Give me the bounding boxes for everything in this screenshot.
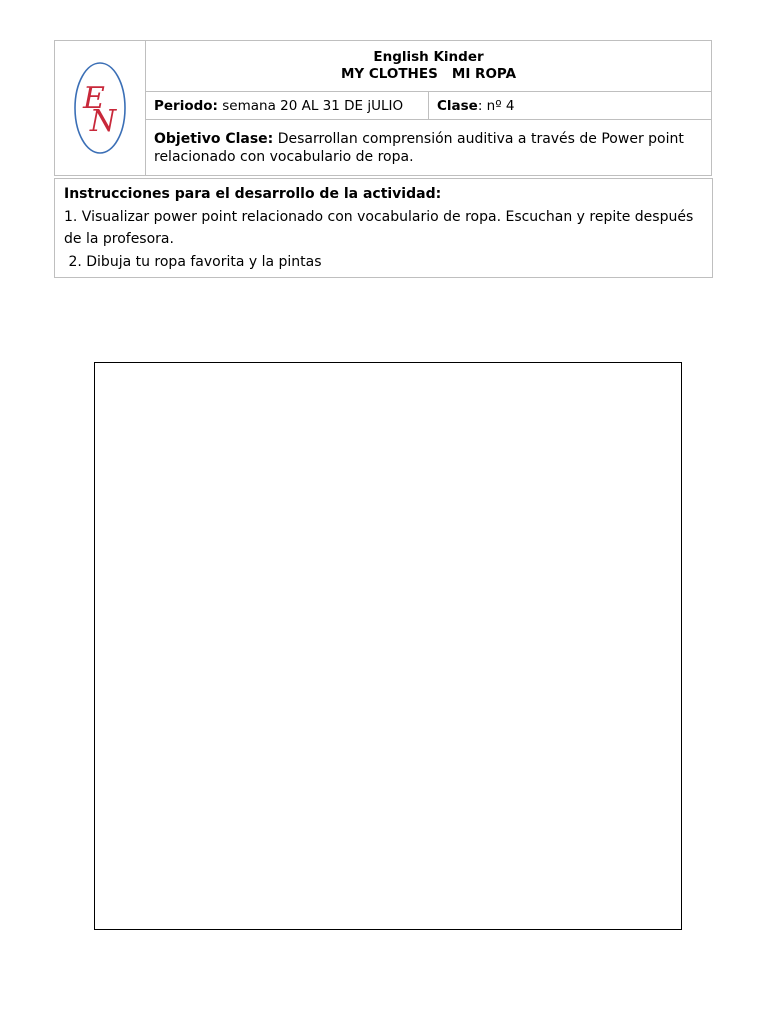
header-table (54, 40, 712, 176)
periodo-label: Periodo: (154, 97, 218, 114)
school-monogram-logo-icon (72, 58, 128, 158)
instructions-title: Instrucciones para el desarrollo de la actividad: (64, 186, 442, 202)
logo-letter-n: N (89, 104, 117, 139)
clase-label: Clase (437, 97, 478, 114)
instruction-step-1: 1. Visualizar power point relacionado con vocabulario de ropa. Escuchan y repite después de la profesora. (64, 208, 694, 247)
unit-title: MY CLOTHES MI ROPA (340, 66, 517, 82)
clase-value: : nº 4 (477, 97, 515, 114)
objetivo-value: Desarrollan comprensión auditiva a través de Power point relacionado con vocabulario de ropa. (154, 130, 684, 165)
subject-title: English Kinder (373, 49, 484, 65)
periodo-value: semana 20 AL 31 DE jULIO (217, 97, 404, 114)
clase-cell (429, 92, 712, 120)
instruction-step-2: 2. Dibuja tu ropa favorita y la pintas (64, 253, 322, 270)
objetivo-label: Objetivo Clase: (154, 130, 274, 147)
drawing-area (94, 362, 682, 930)
logo-cell (55, 41, 146, 176)
periodo-row (55, 92, 712, 120)
objetivo-cell (146, 120, 712, 176)
logo-letter-e: E (83, 81, 105, 116)
instructions-box (54, 178, 713, 278)
periodo-cell (146, 92, 429, 120)
title-cell (146, 41, 712, 92)
objetivo-row (55, 120, 712, 176)
header-title-row (55, 41, 712, 92)
